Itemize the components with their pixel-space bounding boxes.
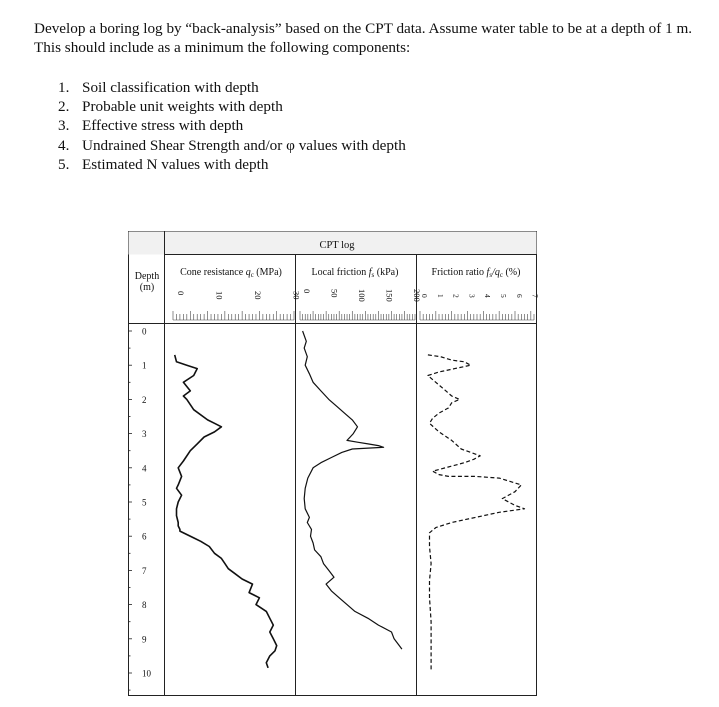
- chart-title: CPT log: [319, 240, 355, 251]
- friction-scale-label: 0: [302, 289, 312, 294]
- ratio-scale-label: 2: [451, 294, 461, 298]
- ratio-scale-label: 1: [435, 294, 445, 298]
- cone-scale-label: 20: [253, 291, 263, 300]
- list-item: [58, 97, 406, 116]
- depth-tick-label: 6: [142, 531, 147, 542]
- ratio-scale-label: 7: [530, 294, 540, 298]
- depth-tick-label: 5: [142, 497, 147, 508]
- list-item-text: Estimated N values with depth: [82, 155, 269, 173]
- list-item: [58, 155, 406, 174]
- list-item-text: Soil classification with depth: [82, 79, 259, 96]
- chart-frame: [129, 232, 537, 696]
- list-item-text: Undrained Shear Strength and/or φ values with depth: [82, 136, 406, 154]
- depth-tick-label: 0: [142, 326, 147, 337]
- list-item-number: 4.: [58, 136, 70, 154]
- list-item-text: Effective stress with depth: [82, 117, 244, 135]
- depth-tick-label: 2: [142, 394, 147, 405]
- ratio-scale-label: 5: [499, 294, 508, 298]
- list-item-number: 3.: [58, 117, 70, 135]
- list-item-number: 1.: [58, 79, 70, 96]
- list-item-text: Probable unit weights with depth: [82, 98, 283, 116]
- friction-scale-label: 200: [412, 289, 422, 302]
- local-friction-header: Local friction $f_s$ (kPa): [311, 267, 399, 279]
- friction-scale-label: 50: [329, 289, 340, 298]
- friction-ratio-trace: [428, 355, 525, 670]
- list-item-number: 2.: [58, 98, 70, 116]
- depth-tick-label: 3: [142, 429, 147, 440]
- list-item: [58, 136, 406, 155]
- depth-tick-label: 7: [142, 565, 147, 576]
- depth-axis-unit: (m): [139, 282, 155, 293]
- friction-scale-label: 100: [357, 289, 367, 302]
- depth-tick-label: 8: [142, 600, 147, 611]
- friction-scale-label: 150: [384, 289, 395, 302]
- cone-scale-label: 10: [214, 291, 225, 300]
- problem-statement: Develop a boring log by “back-analysis” based on the CPT data. Assume water table to be at a depth of 1 m. This should include as a minimum the following components:: [34, 20, 693, 56]
- tick-layer: [128, 289, 540, 690]
- depth-tick-label: 4: [142, 463, 147, 474]
- requirements-list: [58, 78, 406, 174]
- cone-resistance-trace: [175, 355, 277, 668]
- depth-tick-label: 1: [142, 360, 147, 371]
- list-item-number: 5.: [58, 155, 70, 173]
- cone-scale-label: 0: [176, 291, 186, 296]
- trace-layer: [175, 331, 525, 670]
- ratio-scale-label: 3: [467, 294, 477, 298]
- list-item: [58, 116, 406, 135]
- local-friction-trace: [303, 331, 402, 649]
- depth-tick-label: 9: [142, 634, 147, 645]
- list-item: [58, 78, 406, 97]
- cpt-log-figure: [128, 231, 540, 696]
- ratio-scale-label: 6: [514, 294, 524, 298]
- cpt-log-chart: [128, 231, 540, 696]
- cone-resistance-header: Cone resistance $q_c$ (MPa): [180, 267, 282, 279]
- ratio-scale-label: 0: [420, 294, 429, 298]
- cone-scale-label: 30: [291, 291, 302, 300]
- ratio-scale-label: 4: [483, 294, 493, 298]
- depth-tick-label: 10: [142, 668, 151, 679]
- depth-axis-label: Depth: [134, 271, 160, 282]
- friction-ratio-header: Friction ratio $f_s/q_c$ (%): [431, 267, 521, 279]
